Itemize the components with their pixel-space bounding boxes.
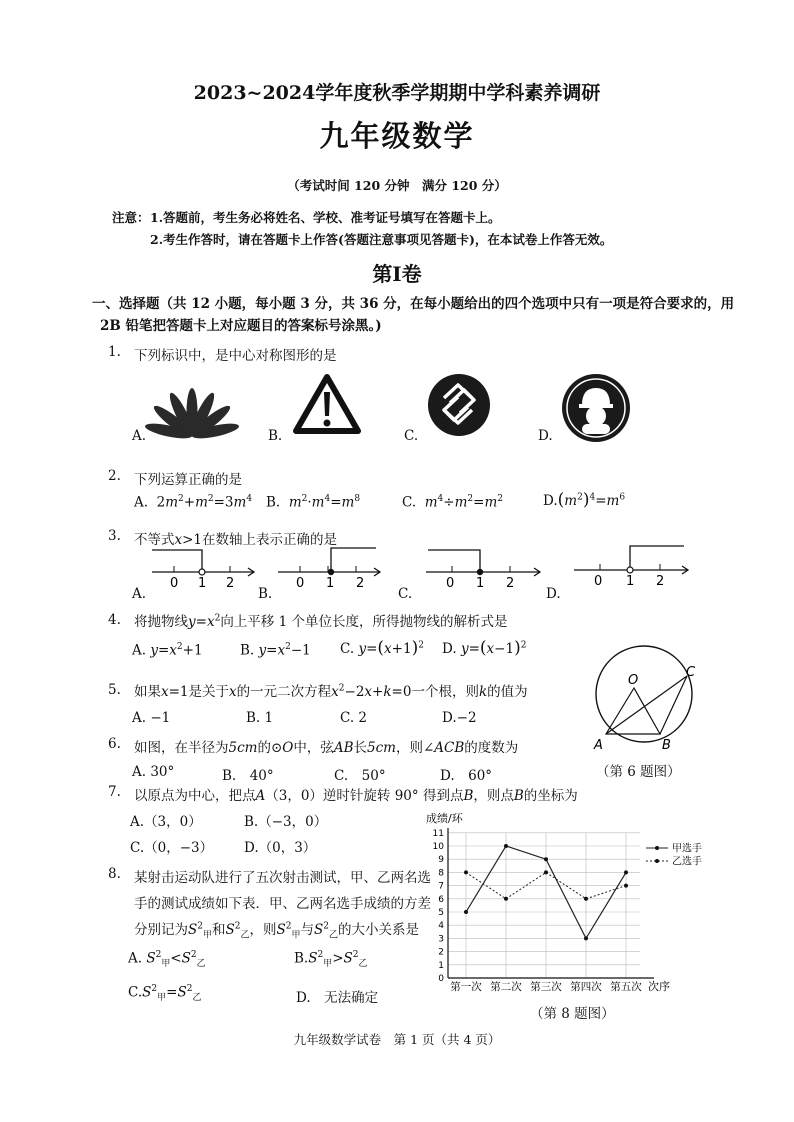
tick-label: 0 <box>170 576 179 591</box>
tick-label: 2 <box>226 576 235 591</box>
q3-option-c-label: C. <box>398 586 413 602</box>
q4-option-a: A. $y=x^2+1$ <box>132 642 203 659</box>
q8-option-b: $B.S^2_甲>S^2_乙$ <box>294 950 368 970</box>
q1-option-b-warning-sign <box>292 372 362 436</box>
q2-option-d: $D.(m^2)^4=m^6$ <box>543 490 626 510</box>
q6-number: 6. <box>108 736 121 752</box>
q5-option-c: C. 2 <box>340 710 368 726</box>
exam-title: 2023~2024学年度秋季学期期中学科素养调研 <box>193 82 601 104</box>
chart-data-point <box>584 897 588 901</box>
tick-label: 0 <box>446 576 455 591</box>
chart-y-tick-label: 7 <box>438 881 444 892</box>
q3-option-d-label: D. <box>546 586 561 602</box>
q8-stem-line-3: 分别记为$S^2_甲$和$S^2_乙$，则$S^2_甲$与$S^2_乙$的大小关系是 <box>134 921 419 941</box>
q7-stem: 以原点为中心，把点A（3，0）逆时针旋转 90° 得到点B，则点B的坐标为 <box>134 788 578 804</box>
q2-option-a: A. $2m^2+m^2=3m^4$ <box>134 494 253 511</box>
q2-option-c: C. $m^4\div m^2=m^2$ <box>402 494 503 511</box>
point-label-c: C <box>686 665 696 680</box>
q4-option-d: D. $y=(x-1)^2$ <box>442 638 527 658</box>
part1-intro-1: 一、选择题（共 12 小题，每小题 3 分，共 36 分，在每小题给出的四个选项中只有一项是符合要求的，用 <box>92 296 735 312</box>
point-label-b: B <box>662 738 671 753</box>
subject-title: 九年级数学 <box>319 119 475 153</box>
chart-data-point <box>504 897 508 901</box>
q2-stem: 下列运算正确的是 <box>134 472 242 488</box>
tick-label: 0 <box>594 574 603 589</box>
chart-y-tick-label: 4 <box>438 921 444 932</box>
page-footer: 九年级数学试卷 第 1 页（共 4 页） <box>293 1032 501 1047</box>
chart-y-tick-label: 1 <box>438 960 444 971</box>
q4-number: 4. <box>108 612 121 628</box>
q6-option-c: C. 50° <box>334 768 386 784</box>
tick-label: 1 <box>326 576 335 591</box>
q8-option-d: D. 无法确定 <box>296 990 379 1006</box>
q3-option-b-label: B. <box>258 586 273 602</box>
q5-option-d: D.−2 <box>442 710 477 726</box>
chart-legend-marker <box>655 859 659 863</box>
q5-number: 5. <box>108 682 121 698</box>
q6-option-d: D. 60° <box>440 768 493 784</box>
chart-x-tick-label: 第四次 <box>570 981 602 993</box>
chart-y-tick-label: 11 <box>432 828 444 839</box>
exam-info: （考试时间 120 分钟 满分 120 分） <box>287 178 507 193</box>
q2-option-b: B. $m^2\cdot m^4=m^8$ <box>266 494 361 511</box>
q3-number: 3. <box>108 528 121 544</box>
chart-x-tick-label: 第一次 <box>450 981 482 993</box>
q3-option-d-number-line <box>570 540 692 590</box>
q6-stem: 如图，在半径为5cm的⊙O中，弦AB长5cm，则∠ACB的度数为 <box>134 740 519 756</box>
tick-label: 1 <box>626 574 635 589</box>
section-title: 第Ⅰ卷 <box>372 262 422 286</box>
chart-data-point <box>464 870 468 874</box>
q5-option-b: B. 1 <box>246 710 274 726</box>
chart-data-point <box>584 936 588 940</box>
q8-stem-line-1: 某射击运动队进行了五次射击测试，甲、乙两名选 <box>134 870 431 886</box>
q3-stem: 不等式x>1在数轴上表示正确的是 <box>134 532 338 548</box>
q1-option-b-label: B. <box>268 428 283 444</box>
q8-caption: （第 8 题图） <box>530 1006 615 1022</box>
q8-stem-line-2: 手的测试成绩如下表．甲、乙两名选手成绩的方差 <box>134 896 431 912</box>
q8-score-line-chart <box>418 808 702 998</box>
q1-option-d-label: D. <box>538 428 553 444</box>
notice-1: 1.答题前，考生务必将姓名、学校、准考证号填写在答题卡上。 <box>150 210 501 225</box>
q1-stem: 下列标识中，是中心对称图形的是 <box>134 348 337 364</box>
q4-option-b: B. $y=x^2-1$ <box>240 642 311 659</box>
chart-y-tick-label: 2 <box>438 947 444 958</box>
q1-option-d-helmet-sign <box>560 372 632 444</box>
q1-option-a-logo <box>154 378 230 440</box>
chart-data-point <box>464 910 468 914</box>
q1-option-a-label: A. <box>132 428 147 444</box>
q7-number: 7. <box>108 784 121 800</box>
q7-option-a: A.（3，0） <box>130 814 202 830</box>
chart-y-axis-label: 成绩/环 <box>426 812 463 825</box>
chart-y-tick-label: 6 <box>438 894 444 905</box>
chart-x-tick-label: 第二次 <box>490 981 522 993</box>
q4-stem: 将抛物线$y=x^2$向上平移 1 个单位长度，所得抛物线的解析式是 <box>134 613 508 630</box>
chart-x-tick-label: 第三次 <box>530 981 562 993</box>
chart-y-tick-label: 3 <box>438 934 444 945</box>
q6-option-b: B. 40° <box>222 768 274 784</box>
chart-data-point <box>504 844 508 848</box>
chart-data-point <box>544 857 548 861</box>
tick-label: 2 <box>656 574 665 589</box>
tick-label: 2 <box>356 576 365 591</box>
notice-2: 2.考生作答时，请在答题卡上作答(答题注意事项见答题卡)，在本试卷上作答无效。 <box>150 232 613 247</box>
q1-option-c-label: C. <box>404 428 419 444</box>
q1-option-c-logo <box>426 372 492 438</box>
q6-caption: （第 6 题图） <box>596 764 681 780</box>
q1-number: 1. <box>108 344 121 360</box>
chart-y-tick-label: 0 <box>438 974 444 984</box>
q3-option-b-number-line <box>276 540 384 590</box>
chart-x-axis-label: 次序 <box>648 980 670 993</box>
q3-option-a-number-line <box>150 540 258 590</box>
chart-legend-label: 甲选手 <box>672 843 702 855</box>
q3-option-a-label: A. <box>132 586 147 602</box>
chart-data-point <box>624 870 628 874</box>
tick-label: 2 <box>506 576 515 591</box>
chart-legend-label: 乙选手 <box>672 856 702 868</box>
q7-option-d: D.（0，3） <box>244 840 317 856</box>
q7-option-b: B.（−3，0） <box>244 814 328 830</box>
point-label-o: O <box>628 673 639 688</box>
q3-option-c-number-line <box>422 540 544 590</box>
tick-label: 1 <box>198 576 207 591</box>
q6-option-a: A. 30° <box>132 764 175 780</box>
notice-label: 注意： <box>112 210 150 225</box>
chart-data-point <box>624 884 628 888</box>
q8-option-a: A. $S^2_甲<S^2_乙$ <box>128 950 206 970</box>
chart-data-point <box>544 870 548 874</box>
q5-stem: 如果x=1是关于x的一元二次方程$x^2-2x+k=0$一个根，则k的值为 <box>134 683 528 700</box>
q7-option-c: C.（0，−3） <box>130 840 214 856</box>
chart-y-tick-label: 8 <box>438 868 444 879</box>
tick-label: 0 <box>296 576 305 591</box>
point-label-a: A <box>594 738 603 753</box>
chart-y-tick-label: 5 <box>438 908 444 918</box>
q8-number: 8. <box>108 866 121 882</box>
tick-label: 1 <box>476 576 485 591</box>
q2-number: 2. <box>108 468 121 484</box>
q6-circle-figure <box>584 636 704 756</box>
chart-y-tick-label: 10 <box>432 842 444 852</box>
q5-option-a: A. −1 <box>132 710 171 726</box>
chart-x-tick-label: 第五次 <box>610 981 642 993</box>
chart-legend-marker <box>655 846 659 850</box>
q8-option-c: $C.S^2_甲=S^2_乙$ <box>128 984 202 1004</box>
chart-y-tick-label: 9 <box>438 855 444 866</box>
q4-option-c: C. $y=(x+1)^2$ <box>340 638 424 658</box>
part1-intro-2: 2B 铅笔把答题卡上对应题目的答案标号涂黑。) <box>100 318 382 334</box>
